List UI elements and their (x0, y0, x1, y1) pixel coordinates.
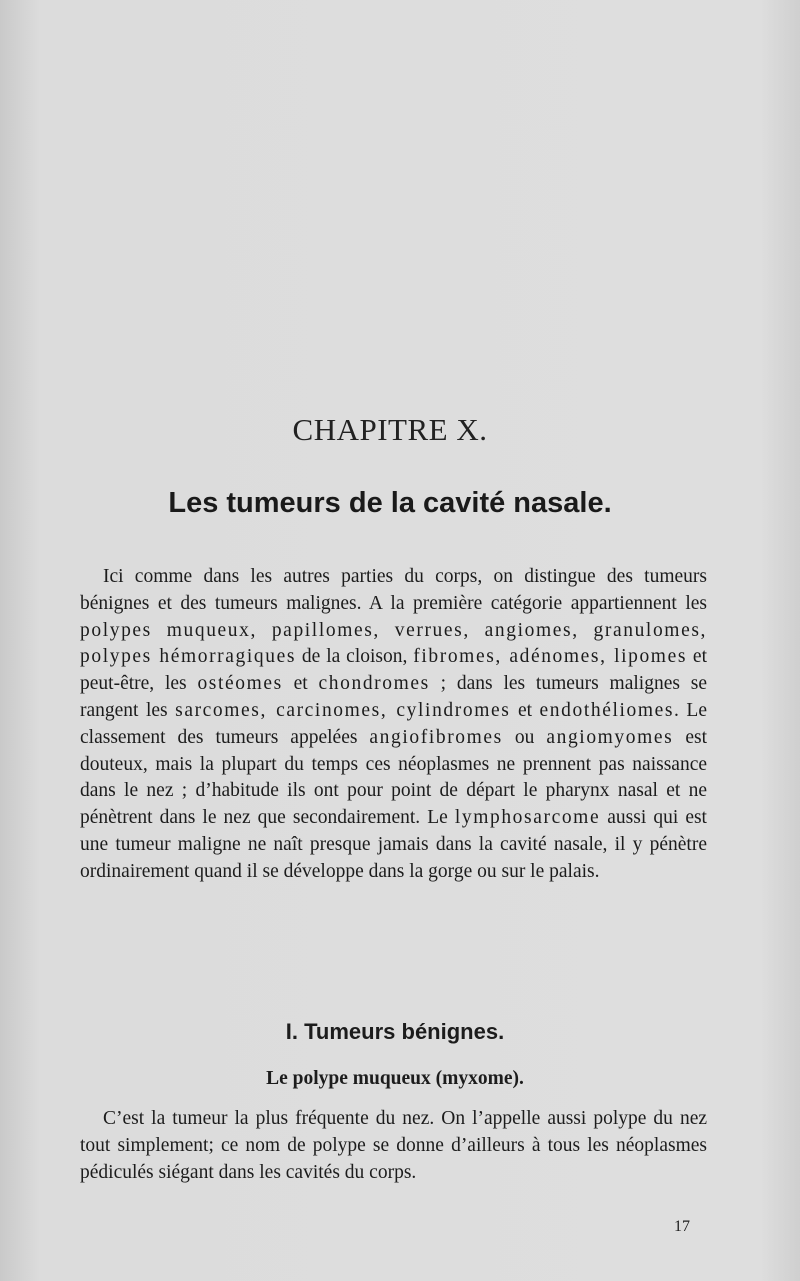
page-number: 17 (674, 1218, 690, 1235)
chapter-heading: CHAPITRE X. (292, 412, 488, 447)
subsection-title: Le polype muqueux (myxome). (266, 1068, 524, 1089)
polype-paragraph: C’est la tumeur la plus fréquente du nez. On l’appelle aussi polype du nez tout simplement; ce nom de polype se donne d’ailleurs à tous les néoplasmes pédiculés siégant dans les cavités du corps. (80, 1108, 707, 1183)
intro-paragraph: Ici comme dans les autres parties du corps, on distingue des tumeurs bénignes et des tumeurs malignes. A la première catégorie appartiennent les polypes muqueux, papillomes, verrues, angiomes, granulomes, polypes hémorragiques de la cloison, fibromes, adénomes, lipomes et peut-être, les ostéomes et chondromes ; dans les tumeurs malignes se rangent les sarcomes, carcinomes, cylindromes et endothéliomes. Le classement des tumeurs appelées angiofibromes ou angiomyomes est douteux, mais la plupart du temps ces néoplasmes ne prennent pas naissance dans le nez ; d’habitude ils ont pour point de départ le pharynx nasal et ne pénètrent dans le nez que secondairement. Le lymphosarcome aussi qui est une tumeur maligne ne naît presque jamais dans la cavité nasale, il y pénètre ordinairement quand il se développe dans la gorge ou sur le palais. (80, 566, 708, 882)
chapter-title: Les tumeurs de la cavité nasale. (168, 487, 612, 519)
section-title: I. Tumeurs bénignes. (285, 1019, 505, 1044)
